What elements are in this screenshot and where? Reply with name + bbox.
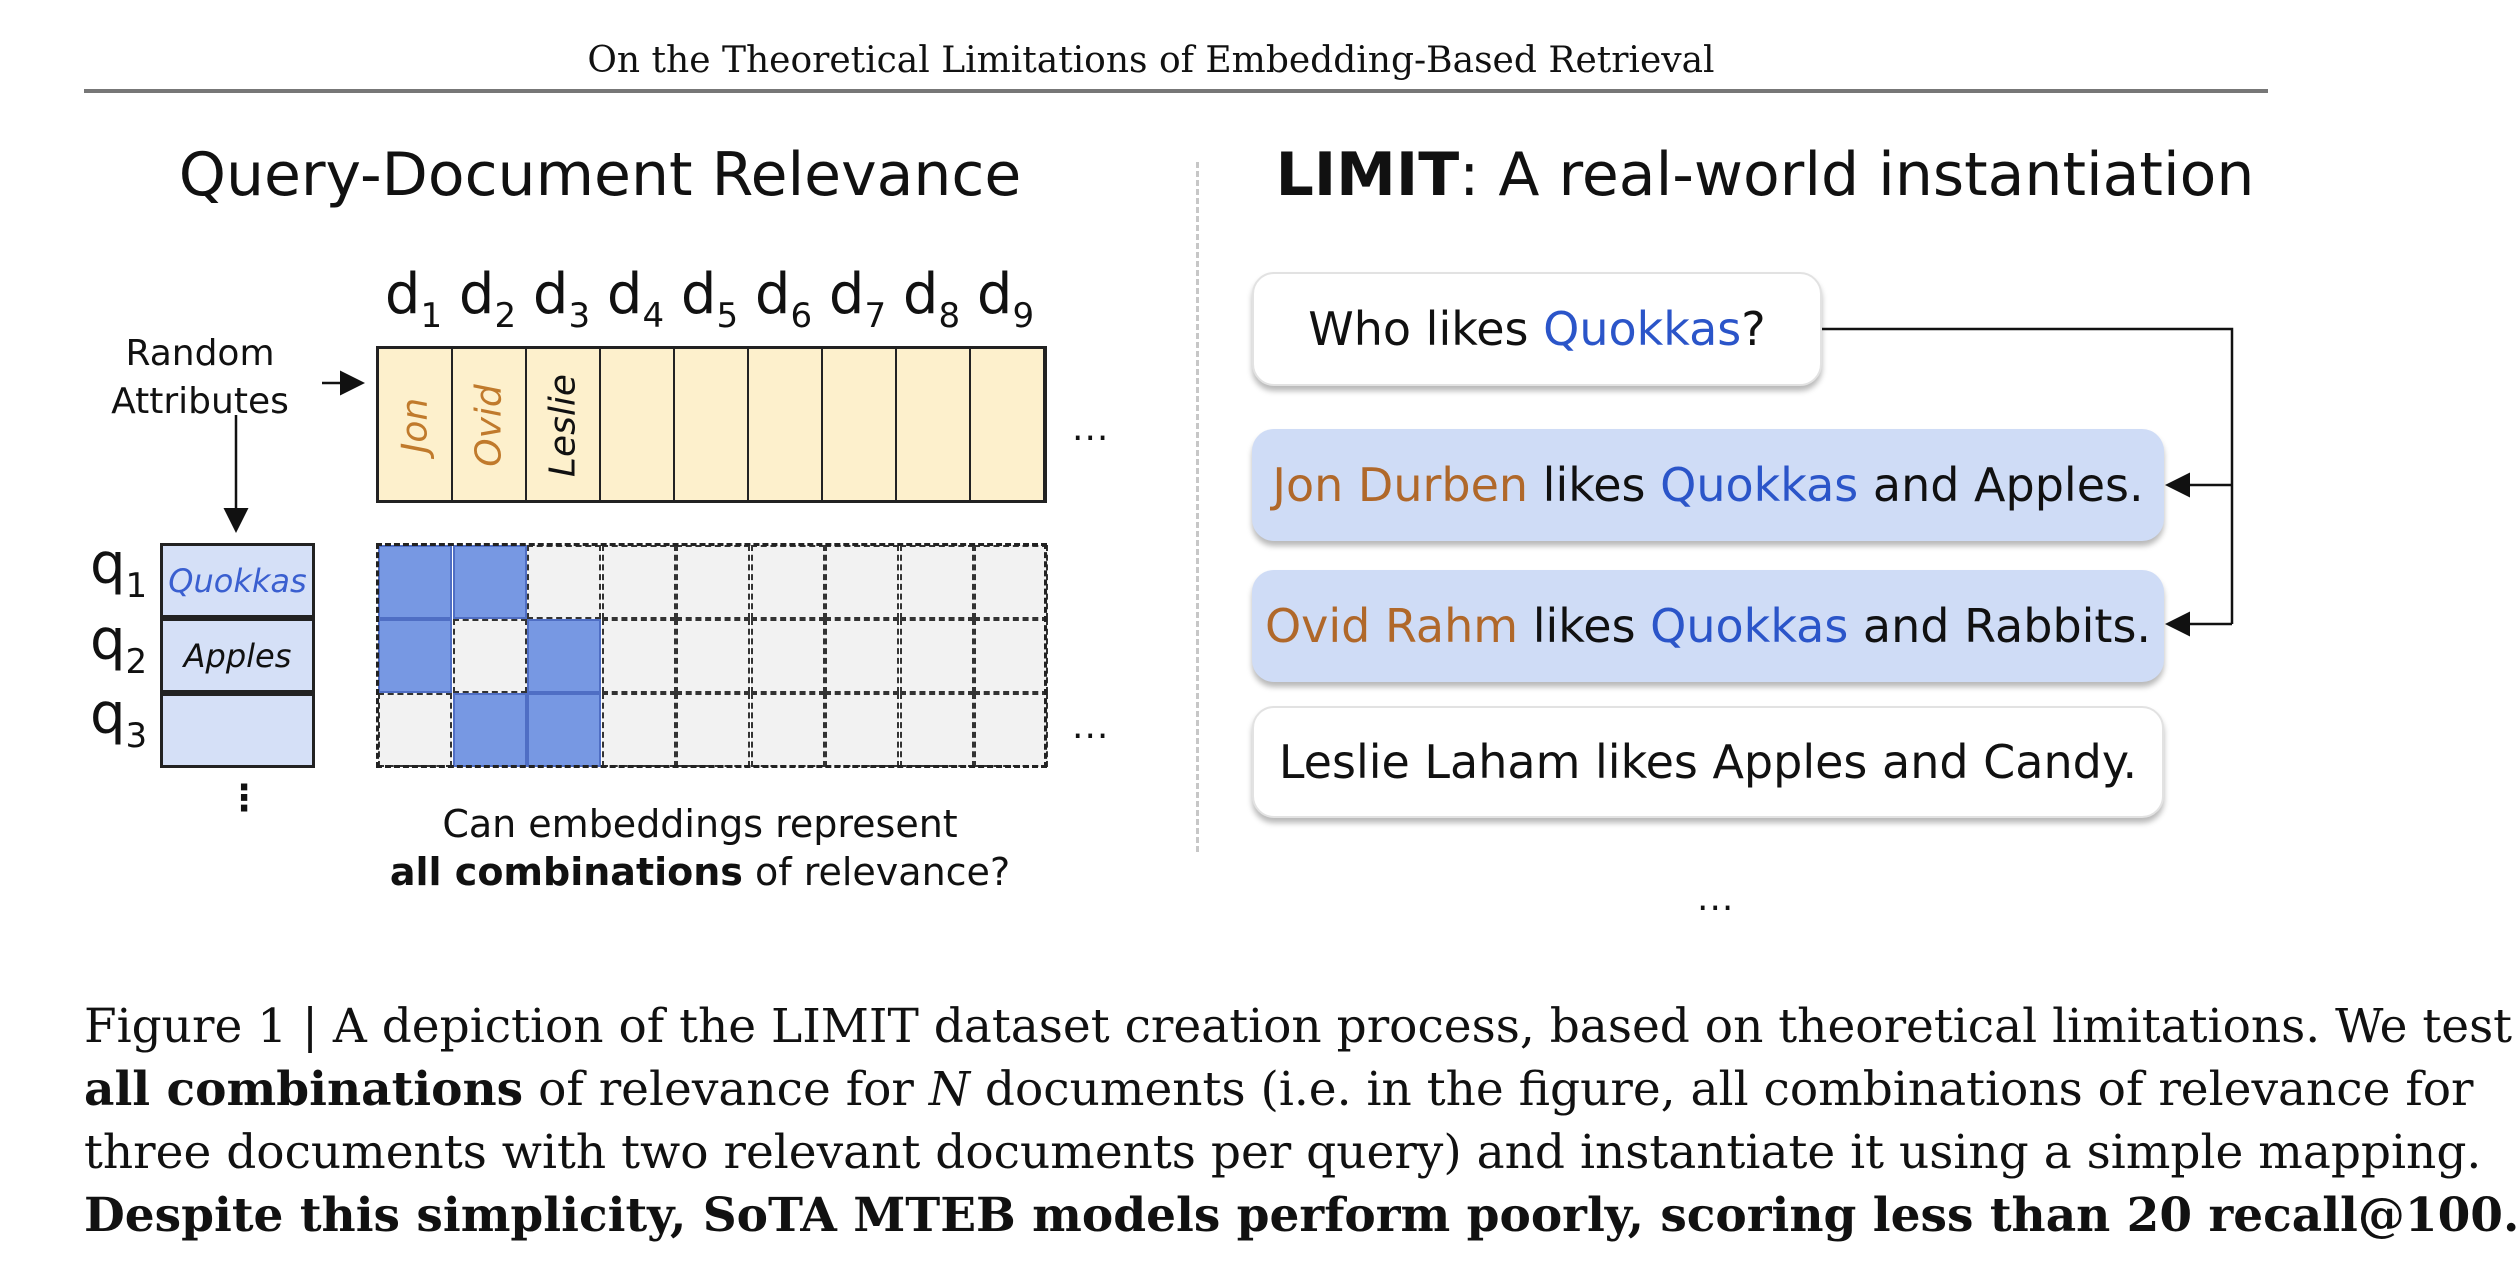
- left-panel-title: Query-Document Relevance: [178, 140, 1022, 210]
- right-panel-title: LIMIT: A real-world instantiation: [1275, 140, 2255, 210]
- doc-label-2: $d_2$: [458, 262, 517, 336]
- doc-card-jon: Jon Durben likes Quokkas and Apples.: [1252, 429, 2164, 541]
- doc-label-1: $d_1$: [384, 262, 443, 336]
- query-label-1: $q_1$: [90, 532, 148, 606]
- query-label-3: $q_3$: [90, 682, 148, 756]
- attribute-leslie: Leslie: [542, 373, 584, 478]
- relevance-question: Can embeddings represent all combinations of relevance?: [389, 802, 1011, 894]
- figure-caption: Figure 1 | A depiction of the LIMIT dataset creation process, based on theoretical limitations. We test all combinations of relevance for N documents (i.e. in the figure, all combinations of relevance for three documents with two relevant documents per query) and instantiate it using a simple mapping. Despite this simplicity, SoTA MTEB models perform poorly, scoring less than 20 recall@100.: [84, 999, 2519, 1243]
- doc-card-leslie: Leslie Laham likes Apples and Candy.: [1252, 706, 2164, 818]
- doc-label-4: $d_4$: [606, 262, 665, 336]
- doc-label-5: $d_5$: [680, 262, 739, 336]
- query-label-2: $q_2$: [90, 608, 148, 682]
- attribute-jon: Jon: [394, 397, 436, 454]
- doc-card-ovid: Ovid Rahm likes Quokkas and Rabbits.: [1252, 570, 2164, 682]
- queries-ellipsis: ⋮: [226, 778, 262, 819]
- doc-label-6: $d_6$: [754, 262, 813, 336]
- doc-label-9: $d_9$: [976, 262, 1035, 336]
- doc-label-7: $d_7$: [828, 262, 887, 336]
- doc-label-3: $d_3$: [532, 262, 591, 336]
- query-card: Who likes Quokkas ?: [1252, 272, 1822, 386]
- running-header: On the Theoretical Limitations of Embedding-Based Retrieval: [587, 40, 1715, 81]
- doc-label-8: $d_8$: [902, 262, 961, 336]
- attributes-ellipsis: ...: [1072, 408, 1110, 449]
- random-attributes-label: Random Attributes: [111, 333, 289, 422]
- cards-ellipsis: ...: [1697, 878, 1735, 919]
- query-cell-1: Quokkas: [160, 543, 315, 618]
- attribute-ovid: Ovid: [468, 384, 510, 467]
- query-cell-2: Apples: [160, 618, 315, 693]
- grid-ellipsis: ...: [1072, 706, 1110, 747]
